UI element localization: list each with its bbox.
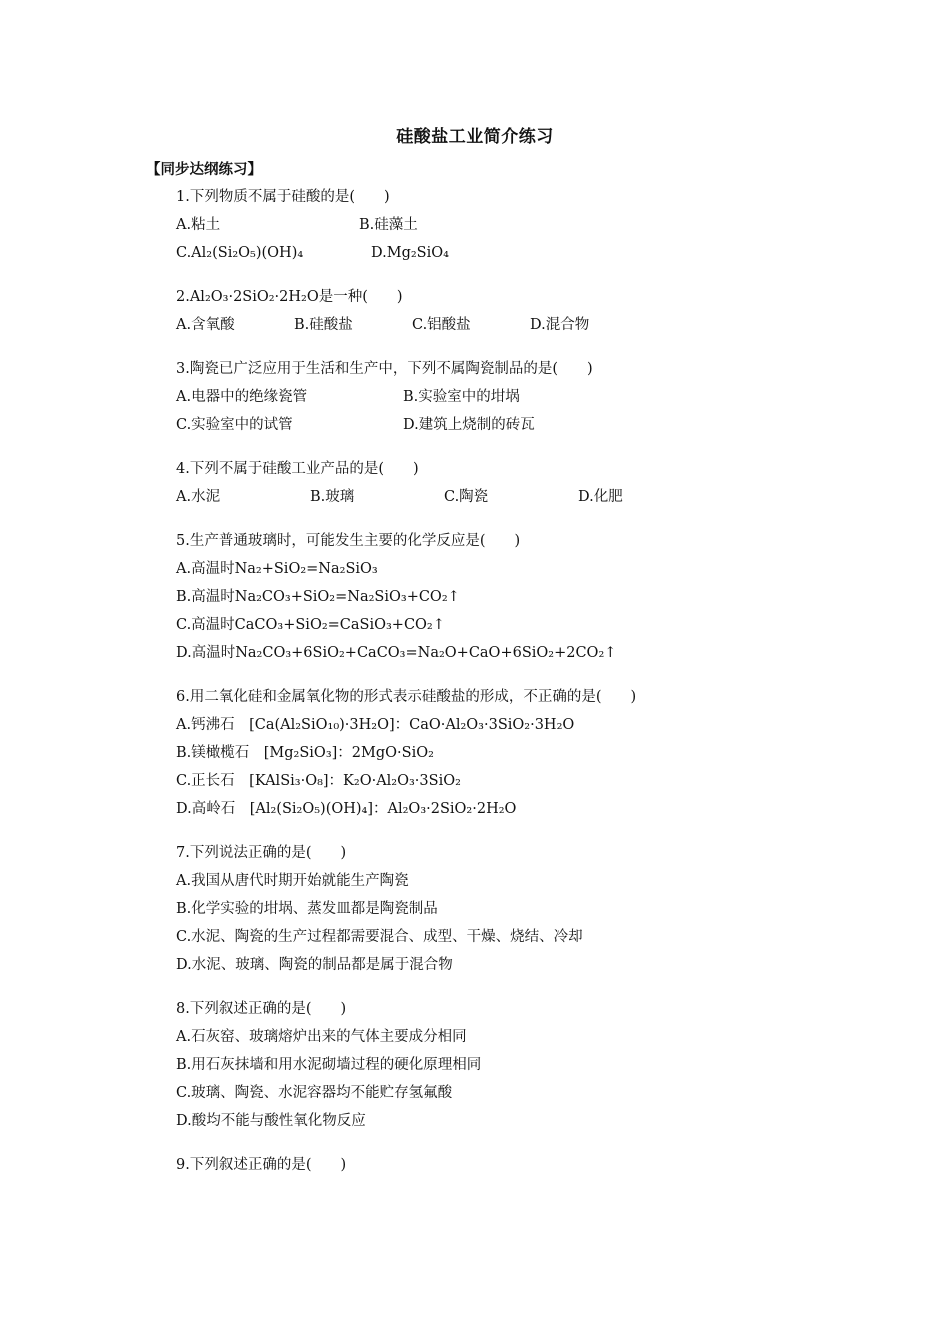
question-list bbox=[176, 183, 876, 1195]
question-stem: 7.下列说法正确的是( ) bbox=[176, 845, 347, 861]
option-d: D.混合物 bbox=[530, 317, 590, 333]
option-d: D.水泥、玻璃、陶瓷的制品都是属于混合物 bbox=[176, 957, 453, 973]
question-4 bbox=[176, 455, 876, 511]
option-c: C.实验室中的试管 bbox=[176, 417, 293, 433]
option-c: C.正长石 [KAlSi₃·O₈]：K₂O·Al₂O₃·3SiO₂ bbox=[176, 773, 461, 789]
option-b: B.镁橄榄石 [Mg₂SiO₃]：2MgO·SiO₂ bbox=[176, 745, 434, 761]
option-d: D.化肥 bbox=[578, 489, 623, 505]
option-d: D.Mg₂SiO₄ bbox=[371, 245, 449, 261]
question-5 bbox=[176, 527, 876, 667]
option-b: B.硅酸盐 bbox=[294, 317, 353, 333]
option-c: C.水泥、陶瓷的生产过程都需要混合、成型、干燥、烧结、冷却 bbox=[176, 929, 583, 945]
option-a: A.含氧酸 bbox=[176, 317, 235, 333]
option-a: A.钙沸石 [Ca(Al₂SiO₁₀)·3H₂O]：CaO·Al₂O₃·3SiO₂·3H₂O bbox=[176, 717, 575, 733]
question-stem: 5.生产普通玻璃时，可能发生主要的化学反应是( ) bbox=[176, 533, 521, 549]
option-c: C.铝酸盐 bbox=[412, 317, 471, 333]
option-row bbox=[176, 383, 876, 411]
question-stem: 8.下列叙述正确的是( ) bbox=[176, 1001, 347, 1017]
question-stem: 2.Al₂O₃·2SiO₂·2H₂O是一种( ) bbox=[176, 289, 403, 305]
question-stem: 9.下列叙述正确的是( ) bbox=[176, 1157, 347, 1173]
question-7 bbox=[176, 839, 876, 979]
question-stem: 6.用二氧化硅和金属氧化物的形式表示硅酸盐的形成，不正确的是( ) bbox=[176, 689, 637, 705]
option-row bbox=[176, 211, 876, 239]
question-1 bbox=[176, 183, 876, 267]
option-row bbox=[176, 483, 876, 511]
page-title: 硅酸盐工业简介练习 bbox=[396, 127, 554, 147]
question-2 bbox=[176, 283, 876, 339]
option-a: A.高温时Na₂+SiO₂=Na₂SiO₃ bbox=[176, 561, 378, 577]
option-b: B.玻璃 bbox=[310, 489, 355, 505]
option-c: C.玻璃、陶瓷、水泥容器均不能贮存氢氟酸 bbox=[176, 1085, 453, 1101]
question-3 bbox=[176, 355, 876, 439]
option-c: C.陶瓷 bbox=[444, 489, 489, 505]
option-a: A.石灰窑、玻璃熔炉出来的气体主要成分相同 bbox=[176, 1029, 467, 1045]
option-d: D.高岭石 [Al₂(Si₂O₅)(OH)₄]：Al₂O₃·2SiO₂·2H₂O bbox=[176, 801, 517, 817]
option-row bbox=[176, 239, 876, 267]
option-a: A.电器中的绝缘瓷管 bbox=[176, 389, 308, 405]
option-d: D.建筑上烧制的砖瓦 bbox=[403, 417, 535, 433]
question-stem: 3.陶瓷已广泛应用于生活和生产中，下列不属陶瓷制品的是( ) bbox=[176, 361, 593, 377]
option-a: A.水泥 bbox=[176, 489, 221, 505]
question-stem: 4.下列不属于硅酸工业产品的是( ) bbox=[176, 461, 419, 477]
option-row bbox=[176, 411, 876, 439]
option-b: B.高温时Na₂CO₃+SiO₂=Na₂SiO₃+CO₂↑ bbox=[176, 589, 460, 605]
option-d: D.酸均不能与酸性氧化物反应 bbox=[176, 1113, 366, 1129]
option-b: B.化学实验的坩埚、蒸发皿都是陶瓷制品 bbox=[176, 901, 438, 917]
question-stem: 1.下列物质不属于硅酸的是( ) bbox=[176, 189, 390, 205]
question-8 bbox=[176, 995, 876, 1135]
option-c: C.Al₂(Si₂O₅)(OH)₄ bbox=[176, 245, 304, 261]
option-a: A.粘土 bbox=[176, 217, 221, 233]
option-b: B.实验室中的坩埚 bbox=[403, 389, 520, 405]
option-row bbox=[176, 311, 876, 339]
option-d: D.高温时Na₂CO₃+6SiO₂+CaCO₃=Na₂O+CaO+6SiO₂+2CO₂↑ bbox=[176, 645, 617, 661]
option-a: A.我国从唐代时期开始就能生产陶瓷 bbox=[176, 873, 409, 889]
option-b: B.硅藻土 bbox=[359, 217, 418, 233]
question-9 bbox=[176, 1151, 876, 1179]
question-6 bbox=[176, 683, 876, 823]
option-b: B.用石灰抹墙和用水泥砌墙过程的硬化原理相同 bbox=[176, 1057, 482, 1073]
option-c: C.高温时CaCO₃+SiO₂=CaSiO₃+CO₂↑ bbox=[176, 617, 445, 633]
section-heading: 【同步达纲练习】 bbox=[146, 162, 262, 178]
